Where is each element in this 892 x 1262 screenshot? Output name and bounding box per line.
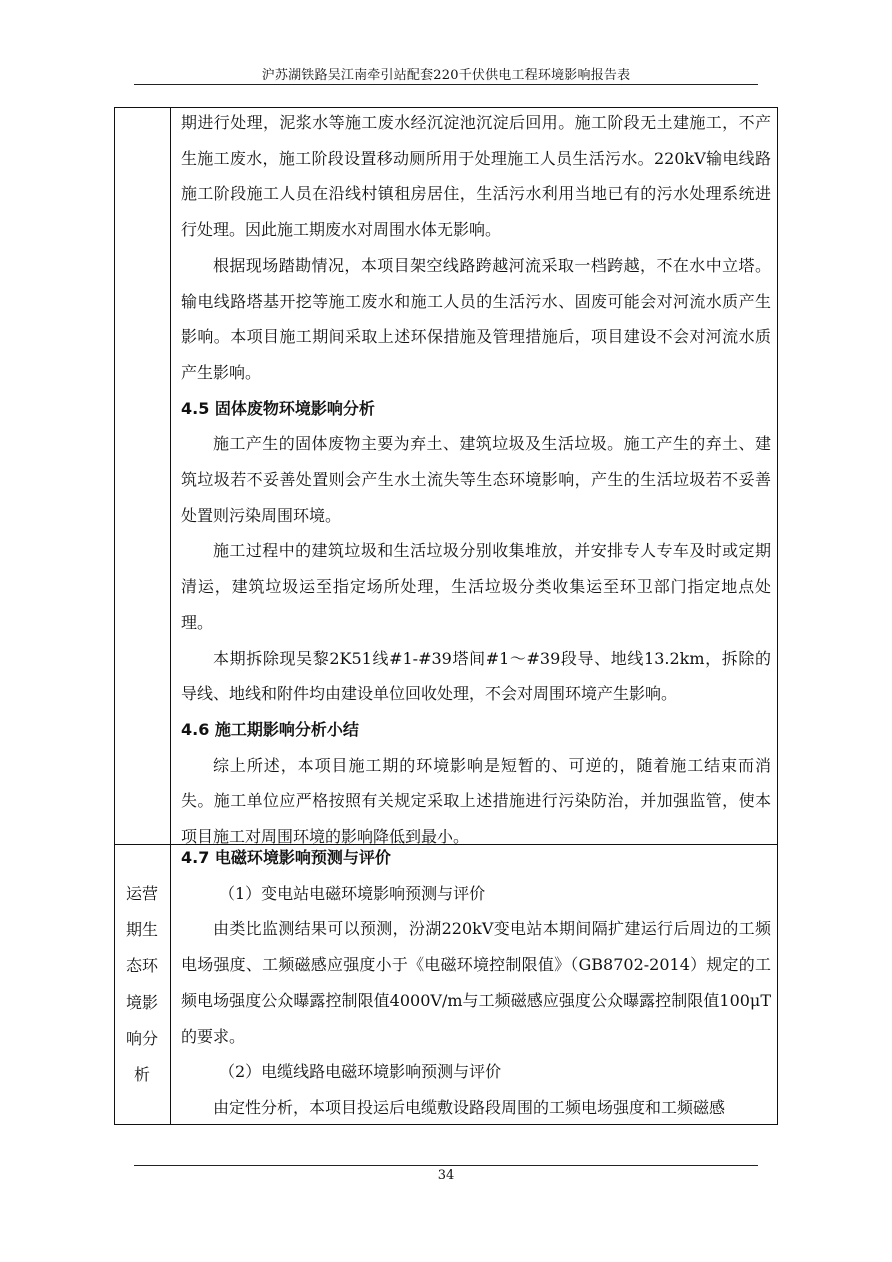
side-label-line: 运营 xyxy=(125,884,158,903)
table-column-divider xyxy=(170,107,171,1125)
side-label-line: 境影 xyxy=(125,992,158,1012)
paragraph-river-crossing: 根据现场踏勘情况，本项目架空线路跨越河流采取一档跨越，不在水中立塔。输电线路塔基开挖等施工废水和施工人员的生活污水、固废可能会对河流水质产生影响。本项目施工期间采取上述环保措施及管理措施后，项目建设不会对河流水质产生影响。 xyxy=(181,255,771,382)
section-heading-4-5: 4.5 固体废物环境影响分析 xyxy=(181,398,375,418)
paragraph-substation-prediction: 由类比监测结果可以预测，汾湖220kV变电站本期间隔扩建运行后周边的工频电场强度、工频磁感应强度小于《电磁环境控制限值》（GB8702-2014）规定的工频电场强度公众曝露控制限值4000V/m与工频磁感应强度公众曝露控制限值100μT的要求。 xyxy=(181,919,771,1046)
subheading-substation: （1）变电站电磁环境影响预测与评价 xyxy=(219,883,486,903)
side-label-line: 析 xyxy=(133,1065,150,1085)
paragraph-garbage-handling: 施工过程中的建筑垃圾和生活垃圾分别收集堆放，并安排专人专车及时或定期清运，建筑垃圾运至指定场所处理，生活垃圾分类收集运至环卫部门指定地点处理。 xyxy=(181,541,771,632)
operation-period-content xyxy=(181,840,771,1126)
subheading-cable-line: （2）电缆线路电磁环境影响预测与评价 xyxy=(219,1062,502,1082)
page-number: 34 xyxy=(437,1168,455,1183)
section-heading-4-7: 4.7 电磁环境影响预测与评价 xyxy=(181,848,391,867)
paragraph-solid-waste: 施工产生的固体废物主要为弃土、建筑垃圾及生活垃圾。施工产生的弃土、建筑垃圾若不妥善处置则会产生水土流失等生态环境影响，产生的生活垃圾若不妥善处置则污染周围环境。 xyxy=(181,434,771,525)
paragraph-wastewater: 期进行处理，泥浆水等施工废水经沉淀池沉淀后回用。施工阶段无土建施工，不产生施工废水，施工阶段设置移动厕所用于处理施工人员生活污水。220kV输电线路施工阶段施工人员在沿线村镇租房居住，生活污水利用当地已有的污水处理系统进行处理。因此施工期废水对周围水体无影响。 xyxy=(181,113,771,240)
paragraph-summary: 综上所述，本项目施工期的环境影响是短暂的、可逆的，随着施工结束而消失。施工单位应严格按照有关规定采取上述措施进行污染防治，并加强监管，使本项目施工对周围环境的影响降低到最小。 xyxy=(181,755,771,847)
paragraph-cable-analysis: 由定性分析，本项目投运后电缆敷设路段周围的工频电场强度和工频磁感 xyxy=(213,1097,726,1117)
operation-period-label xyxy=(114,876,170,1093)
section-heading-4-6: 4.6 施工期影响分析小结 xyxy=(181,719,359,739)
side-label-line: 响分 xyxy=(125,1028,158,1048)
document-header-title: 沪苏湖铁路吴江南牵引站配套220千伏供电工程环境影响报告表 xyxy=(261,68,631,83)
paragraph-line-removal: 本期拆除现吴黎2K51线#1-#39塔间#1～#39段导、地线13.2km，拆除的导线、地线和附件均由建设单位回收处理，不会对周围环境产生影响。 xyxy=(181,648,771,704)
construction-period-content xyxy=(181,105,771,855)
side-label-line: 期生 xyxy=(125,920,158,940)
side-label-line: 态环 xyxy=(125,956,158,976)
footer-divider xyxy=(134,1165,758,1166)
header-divider xyxy=(134,84,758,85)
